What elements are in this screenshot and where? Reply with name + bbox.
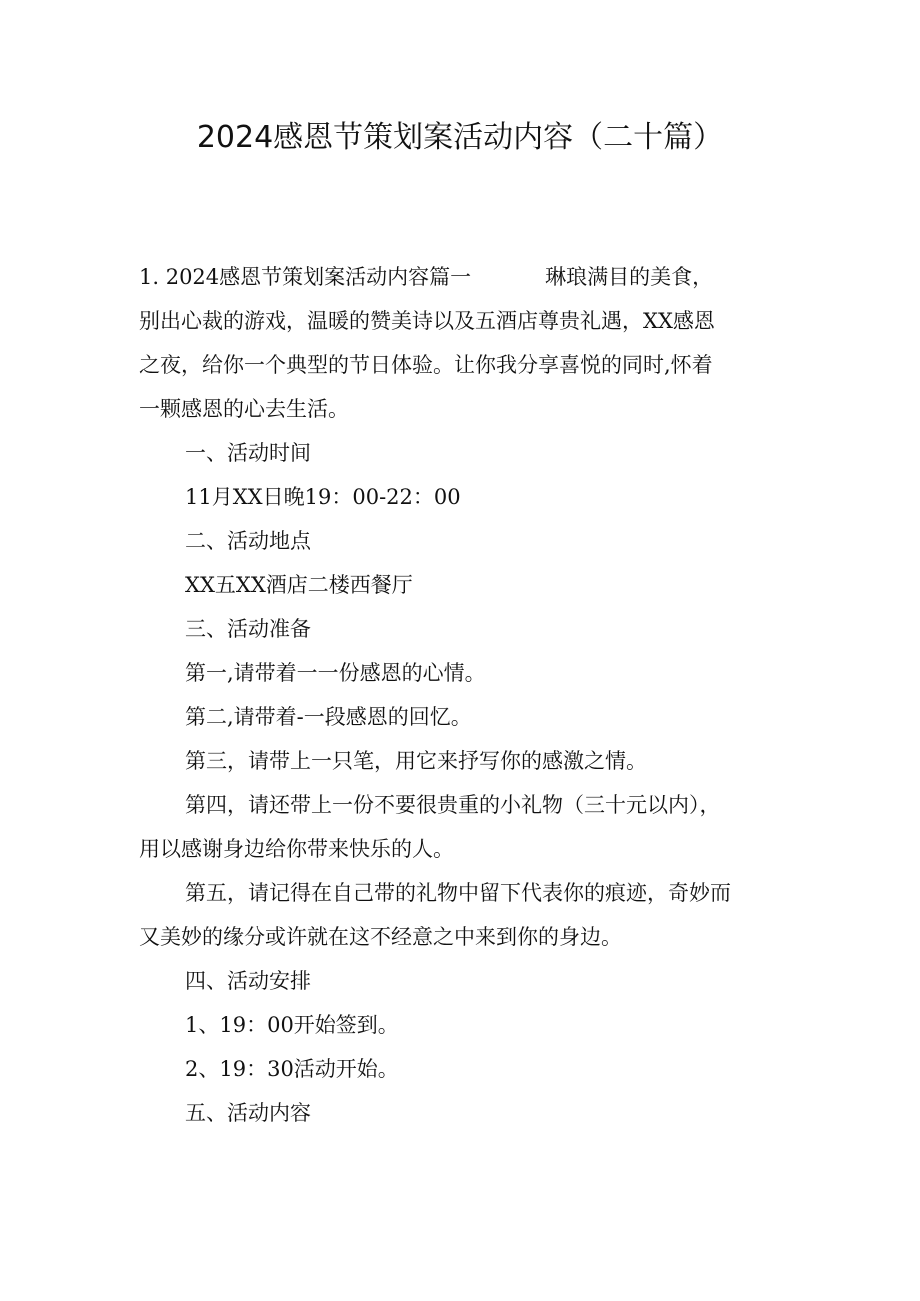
document-body (139, 255, 789, 1135)
intro-line-1-tail: 琳琅满目的美食， (545, 265, 714, 289)
intro-heading: 1. 2024感恩节策划案活动内容篇一 (139, 265, 472, 289)
prep-item-5-line-1: 第五，请记得在自己带的礼物中留下代表你的痕迹，奇妙而 (185, 881, 731, 905)
section-place-heading: 二、活动地点 (185, 529, 311, 553)
section-content-heading: 五、活动内容 (185, 1101, 311, 1125)
prep-item-2: 第二,请带着-一段感恩的回忆。 (185, 705, 472, 729)
prep-item-5-line-2: 又美妙的缘分或许就在这不经意之中来到你的身边。 (139, 925, 622, 949)
prep-item-4-line-1: 第四，请还带上一份不要很贵重的小礼物（三十元以内）， (185, 793, 721, 817)
section-time-heading: 一、活动时间 (185, 441, 311, 465)
intro-line-4: 一颗感恩的心去生活。 (139, 397, 349, 421)
prep-item-4-line-2: 用以感谢身边给你带来快乐的人。 (139, 837, 454, 861)
section-schedule-heading: 四、活动安排 (185, 969, 311, 993)
schedule-item-2: 2、19：30活动开始。 (185, 1057, 399, 1081)
prep-item-3: 第三，请带上一只笔，用它来抒写你的感激之情。 (185, 749, 647, 773)
document-title: 2024感恩节策划案活动内容（二十篇） (196, 120, 724, 155)
intro-line-2: 别出心裁的游戏，温暖的赞美诗以及五酒店尊贵礼遇，XX感恩 (139, 309, 715, 333)
prep-item-1: 第一,请带着一一份感恩的心情。 (185, 661, 486, 685)
section-time-value: 11月XX日晚19：00-22：00 (185, 485, 461, 509)
section-prep-heading: 三、活动准备 (185, 617, 311, 641)
section-place-value: XX五XX酒店二楼西餐厅 (185, 573, 413, 597)
schedule-item-1: 1、19：00开始签到。 (185, 1013, 399, 1037)
intro-line-1 (139, 255, 789, 299)
intro-line-3: 之夜，给你一个典型的节日体验。让你我分享喜悦的同时,怀着 (139, 353, 713, 377)
